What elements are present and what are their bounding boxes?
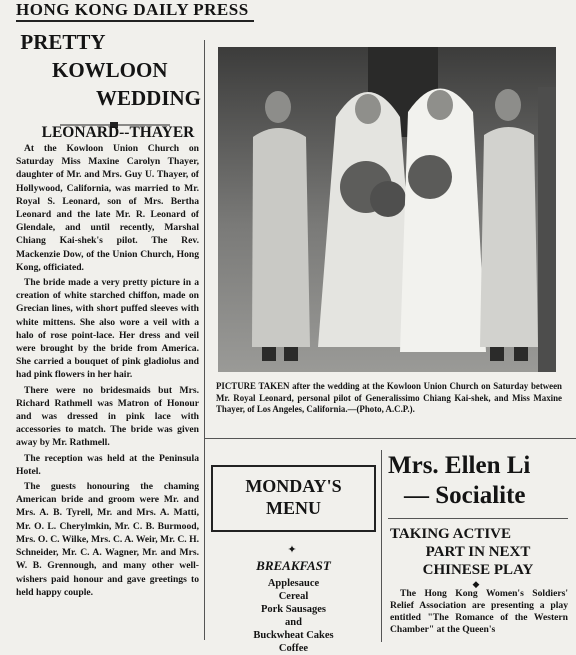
article-body [16, 142, 199, 601]
headline-line-2: KOWLOON [52, 58, 168, 82]
menu-item: Applesauce [267, 578, 320, 589]
menu-title-line-1: MONDAY'S [245, 476, 342, 496]
masthead: HONG KONG DAILY PRESS [16, 0, 249, 19]
caption-rule [205, 438, 576, 439]
column-divider [204, 40, 205, 640]
menu-ornament: ✦ [287, 544, 297, 556]
article-subhead: LEONARD--THAYER [41, 124, 195, 141]
photo-caption: PICTURE TAKEN after the wedding at the Kowloon Union Church on Saturday between Mr. Royal Leonard, personal pilot of Generalissimo Chiang Kai-shek, and Miss Maxine Thayer, of Los Angeles, California.—(Photo, A.C.P.). [216, 381, 562, 414]
menu-item: and [285, 617, 302, 628]
article-paragraph: The reception was held at the Peninsula Hotel. [16, 452, 199, 477]
socialite-rule [388, 518, 568, 519]
wedding-photo [218, 47, 556, 372]
menu-item: Cereal [278, 591, 309, 602]
headline-line-1: PRETTY [20, 30, 106, 54]
socialite-subhead-line-3: CHINESE PLAY [422, 562, 534, 578]
masthead-rule [16, 20, 254, 22]
column-divider-right [381, 450, 382, 642]
dash-ornament [60, 116, 170, 124]
headline-line-3: WEDDING [96, 86, 202, 110]
socialite-ornament: ◆ [472, 579, 480, 589]
wedding-party-image [218, 47, 556, 372]
socialite-headline-line-1: Mrs. Ellen Li [388, 452, 531, 479]
menu-title-line-2: MENU [266, 498, 321, 518]
menu-item: Buckwheat Cakes [253, 630, 334, 641]
socialite-body: The Hong Kong Women's Soldiers' Relief Association are presenting a play entitled "The Romance of the Western Chamber" at the Queen's [390, 588, 568, 635]
article-paragraph: The bride made a very pretty picture in a creation of white starched chiffon, made on Grecian lines, with short puffed sleeves with white mittens. She also wore a veil with a halo of rose point-lace. Her dress and veil were brought by the bride from America. She carried a bouquet of pink gladiolus and had pink flowers in her hair. [16, 277, 199, 381]
article-paragraph: There were no bridesmaids but Mrs. Richard Rathmell was Matron of Honour and was dressed in pink lace with accessories to match. The bride was given away by Mr. Rathmell. [16, 384, 199, 449]
socialite-subhead-line-2: PART IN NEXT [425, 544, 531, 560]
socialite-headline-line-2: — Socialite [404, 482, 526, 509]
menu-item: Coffee [278, 643, 309, 654]
article-paragraph: At the Kowloon Union Church on Saturday Miss Maxine Carolyn Thayer, daughter of Mr. and Mrs. Guy U. Thayer, of Hollywood, California, was married to Mr. Royal S. Leonard, son of Mrs. Bertha Leonard and the late Mr. R. Leonard of Glendale, and until recently, Marshal Chiang Kai-shek's pilot. The Rev. Mackenzie Dow, of the Union Church, Hong Kong, officiated. [16, 143, 199, 273]
menu-item: Pork Sausages [260, 604, 327, 615]
article-paragraph: The guests honouring the chaming American bride and groom were Mr. and Mrs. A. B. Tyrell, Mr. and Mrs. A. Matti, Mr. O. L. Cherylmkin, Mr. C. B. Burmood, Mrs. O. C. Wilke, Mrs. C. A. Weir, Mr. C. H. Schneider, Mr. C. A. Wagner, Mr. and Mrs. W. B. Grennough, and many other well-wishers paid honour and gave greetings to held happy couple. [16, 481, 199, 598]
socialite-subhead-line-1: TAKING ACTIVE [390, 526, 511, 542]
menu-section-heading: BREAKFAST [256, 558, 331, 573]
menu-list [213, 577, 374, 655]
